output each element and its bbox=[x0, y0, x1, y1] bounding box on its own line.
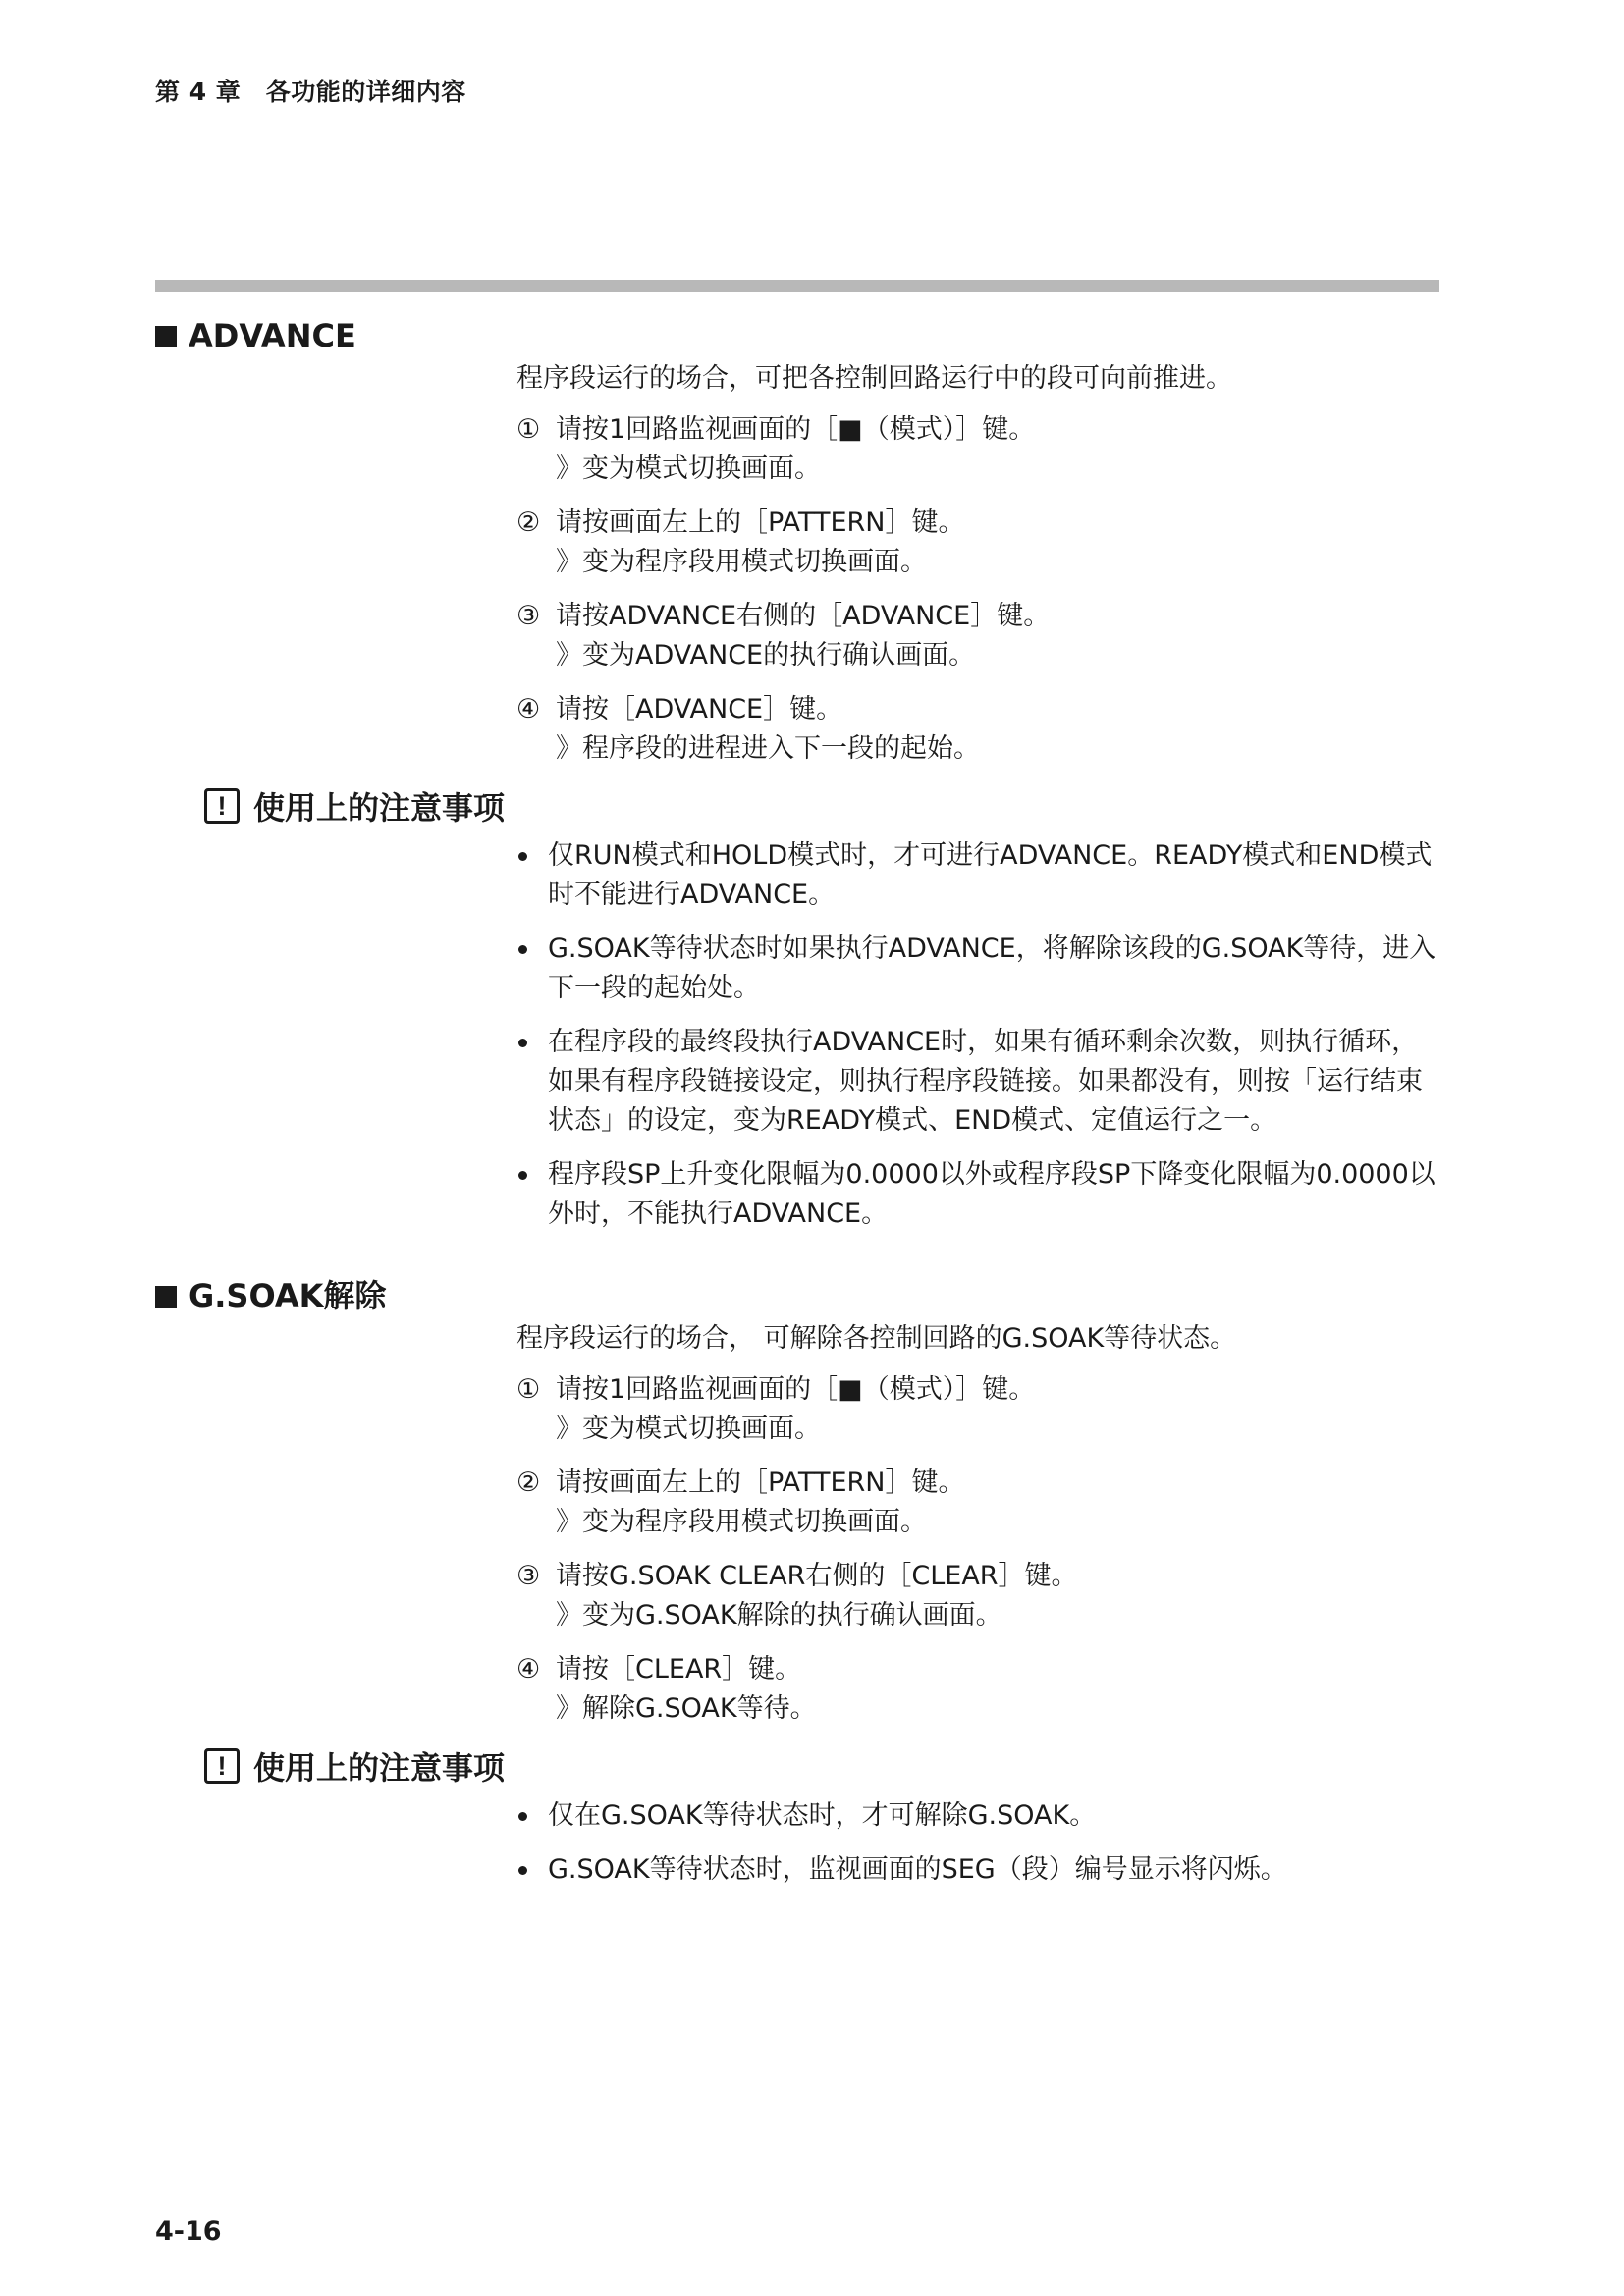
step-number: ④ bbox=[516, 694, 541, 724]
square-bullet-icon bbox=[155, 1286, 177, 1308]
step-number: ① bbox=[516, 1374, 541, 1405]
step bbox=[516, 1557, 1439, 1635]
square-bullet-icon bbox=[155, 326, 177, 347]
step-number: ② bbox=[516, 1468, 541, 1498]
step bbox=[516, 504, 1439, 582]
step bbox=[516, 597, 1439, 675]
section-divider bbox=[155, 280, 1439, 292]
step bbox=[516, 1464, 1439, 1542]
step-number: ③ bbox=[516, 601, 541, 631]
caution-item: 在程序段的最终段执行ADVANCE时，如果有循环剩余次数，则执行循环，如果有程序段链接设定，则执行程序段链接。如果都没有，则按「运行结束状态」的设定，变为READY模式、END模式、定值运行之一。 bbox=[516, 1023, 1439, 1141]
step-list bbox=[516, 1370, 1439, 1729]
step-result: 》变为程序段用模式切换画面。 bbox=[556, 547, 927, 577]
caution-heading bbox=[204, 1743, 1441, 1789]
section-gsoak-release bbox=[155, 1274, 1441, 1904]
step-text: 请按1回路监视画面的［■（模式）］键。 bbox=[556, 1374, 1036, 1405]
section-intro: 程序段运行的场合，可把各控制回路运行中的段可向前推进。 bbox=[516, 363, 1232, 394]
caution-list bbox=[516, 836, 1439, 1234]
section-intro: 程序段运行的场合， 可解除各控制回路的G.SOAK等待状态。 bbox=[516, 1323, 1237, 1354]
step-number: ② bbox=[516, 507, 541, 538]
bullet-dot-icon bbox=[516, 1155, 548, 1234]
step-text: 请按［ADVANCE］键。 bbox=[556, 694, 843, 724]
caution-icon: ! bbox=[204, 788, 240, 824]
step-number: ③ bbox=[516, 1561, 541, 1591]
section-title-text: ADVANCE bbox=[189, 317, 356, 354]
step-number: ① bbox=[516, 414, 541, 445]
caution-item: 仅RUN模式和HOLD模式时，才可进行ADVANCE。READY模式和END模式时不能进行ADVANCE。 bbox=[516, 836, 1439, 915]
caution-item: G.SOAK等待状态时如果执行ADVANCE，将解除该段的G.SOAK等待，进入下一段的起始处。 bbox=[516, 930, 1439, 1008]
step-text: 请按画面左上的［PATTERN］键。 bbox=[556, 1468, 965, 1498]
section-title bbox=[155, 1274, 1441, 1317]
step-result: 》变为ADVANCE的执行确认画面。 bbox=[556, 640, 976, 670]
step-text: 请按［CLEAR］键。 bbox=[556, 1654, 802, 1684]
section-title bbox=[155, 314, 1441, 357]
section-title-text: G.SOAK解除 bbox=[189, 1277, 387, 1314]
step-list bbox=[516, 410, 1439, 769]
caution-item: 程序段SP上升变化限幅为0.0000以外或程序段SP下降变化限幅为0.0000以外时，不能执行ADVANCE。 bbox=[516, 1155, 1439, 1234]
bullet-dot-icon bbox=[516, 930, 548, 1008]
step-text: 请按G.SOAK CLEAR右侧的［CLEAR］键。 bbox=[556, 1561, 1078, 1591]
step-result: 》变为模式切换画面。 bbox=[556, 454, 821, 484]
step-text: 请按1回路监视画面的［■（模式）］键。 bbox=[556, 414, 1036, 445]
caution-item: 仅在G.SOAK等待状态时，才可解除G.SOAK。 bbox=[516, 1796, 1439, 1836]
step-result: 》变为模式切换画面。 bbox=[556, 1414, 821, 1444]
caution-heading bbox=[204, 783, 1441, 828]
step-text: 请按画面左上的［PATTERN］键。 bbox=[556, 507, 965, 538]
caution-title: 使用上的注意事项 bbox=[253, 1749, 506, 1787]
caution-title: 使用上的注意事项 bbox=[253, 789, 506, 827]
step-result: 》解除G.SOAK等待。 bbox=[556, 1693, 817, 1724]
step-number: ④ bbox=[516, 1654, 541, 1684]
step bbox=[516, 690, 1439, 769]
step-result: 》变为G.SOAK解除的执行确认画面。 bbox=[556, 1600, 1002, 1630]
caution-list bbox=[516, 1796, 1439, 1890]
step bbox=[516, 1370, 1439, 1449]
section-advance bbox=[155, 314, 1441, 1249]
step-result: 》程序段的进程进入下一段的起始。 bbox=[556, 733, 980, 764]
bullet-dot-icon bbox=[516, 1023, 548, 1141]
page-number: 4-16 bbox=[155, 2216, 222, 2247]
caution-icon: ! bbox=[204, 1748, 240, 1784]
step bbox=[516, 410, 1439, 489]
bullet-dot-icon bbox=[516, 1796, 548, 1836]
step bbox=[516, 1650, 1439, 1729]
bullet-dot-icon bbox=[516, 836, 548, 915]
bullet-dot-icon bbox=[516, 1850, 548, 1890]
step-result: 》变为程序段用模式切换画面。 bbox=[556, 1507, 927, 1537]
caution-item: G.SOAK等待状态时，监视画面的SEG（段）编号显示将闪烁。 bbox=[516, 1850, 1439, 1890]
section-body bbox=[516, 1319, 1439, 1729]
step-text: 请按ADVANCE右侧的［ADVANCE］键。 bbox=[556, 601, 1051, 631]
chapter-header: 第 4 章 各功能的详细内容 bbox=[155, 78, 466, 106]
section-body bbox=[516, 359, 1439, 769]
